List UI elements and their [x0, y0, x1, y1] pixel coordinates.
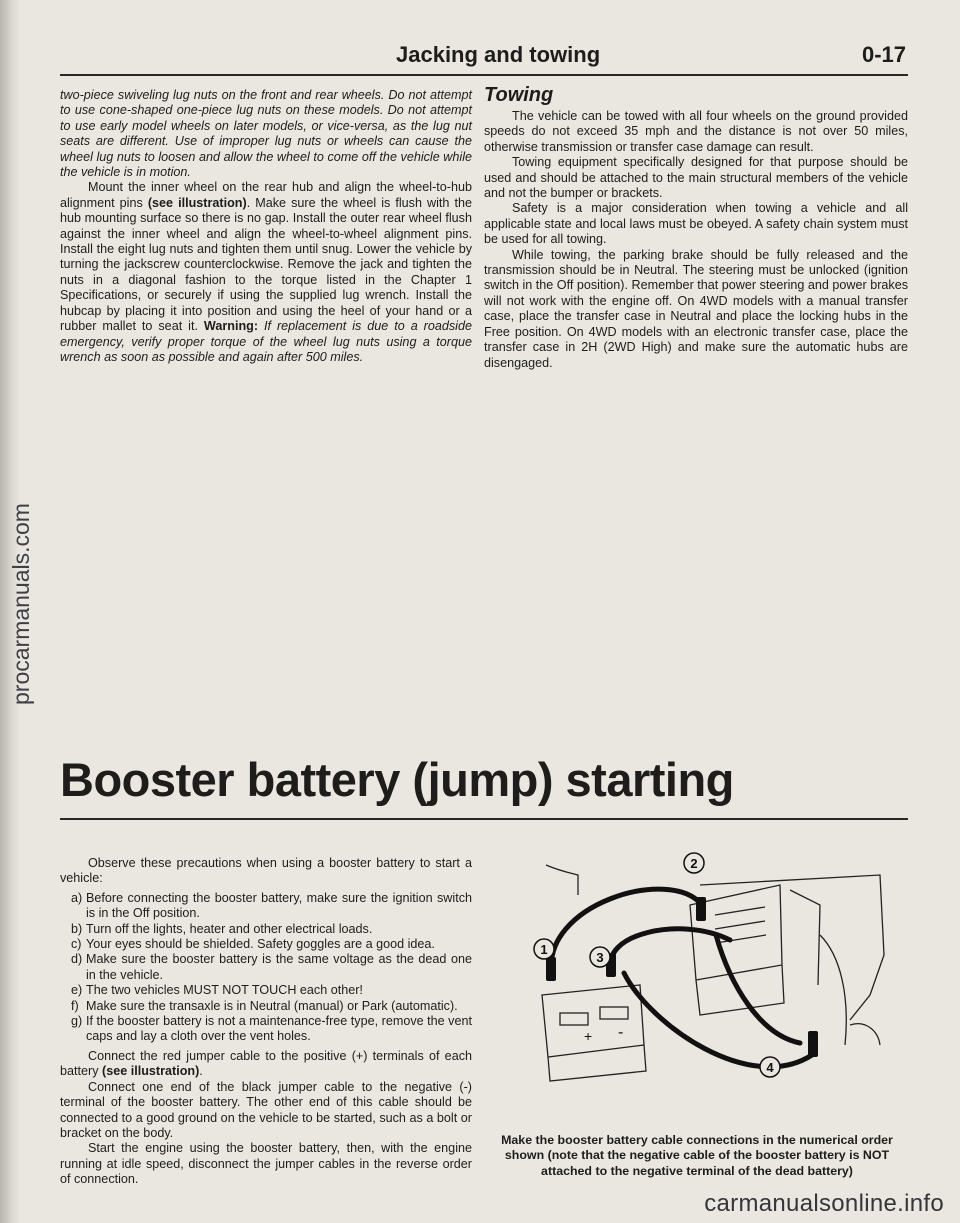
wheel-mount-paragraph: [60, 180, 472, 365]
list-text: Make sure the transaxle is in Neutral (manual) or Park (automatic).: [86, 998, 458, 1013]
callout-1: 1: [540, 942, 548, 957]
see-illustration-ref: (see illustration): [102, 1064, 200, 1079]
booster-cap: [600, 1007, 628, 1019]
booster-battery: [542, 985, 644, 1057]
list-marker: b): [71, 921, 83, 936]
list-item: [60, 1014, 472, 1045]
list-item: [60, 891, 472, 922]
see-illustration-ref: (see illustration): [147, 195, 247, 210]
list-item: [60, 922, 472, 937]
page-number: 0-17: [861, 42, 906, 67]
hand-outline: [850, 1024, 880, 1045]
header-rule: [60, 74, 908, 76]
towing-paragraph: Safety is a major consideration when towing a vehicle and all applicable state and local laws must be obeyed. A safety chain system must be used for all towing.: [484, 201, 908, 247]
callout-2: 2: [690, 856, 698, 871]
side-watermark-text: procarmanuals.com: [8, 503, 34, 705]
black-cable-a: [611, 929, 730, 970]
red-cable-b: [716, 935, 800, 1043]
list-item: [60, 952, 472, 983]
warning-text: If replacement is due to a roadside emergency, verify proper torque of the wheel lug nuts using a torque wrench as soon as possible and again after 500 miles.: [60, 319, 472, 364]
booster-heading: Booster battery (jump) starting: [60, 753, 734, 806]
list-text: Before connecting the booster battery, make sure the ignition switch is in the Off position.: [86, 890, 472, 921]
figure-caption: Make the booster battery cable connections in the numerical order shown (note that the negative cable of the booster battery is NOT attached to the negative terminal of the dead battery): [501, 1133, 893, 1178]
jump-start-illustration: [520, 845, 890, 1125]
hose-line: [820, 935, 846, 1045]
page-header: [60, 42, 908, 76]
booster-intro: Observe these precautions when using a booster battery to start a vehicle:: [60, 856, 472, 886]
section-title: Jacking and towing: [396, 42, 601, 67]
connect-red-paragraph: [60, 1049, 472, 1080]
list-text: The two vehicles MUST NOT TOUCH each other!: [86, 983, 363, 998]
connect-black-paragraph: Connect one end of the black jumper cable to the negative (-) terminal of the booster battery. The other end of this cable should be connected to a good ground on the vehicle to be started, such as a bolt or bracket on the body.: [60, 1079, 472, 1140]
list-marker: c): [71, 937, 82, 952]
list-text: Your eyes should be shielded. Safety goggles are a good idea.: [86, 937, 435, 952]
list-item: [60, 937, 472, 952]
arrow-mark: [546, 865, 578, 895]
bracket-line: [790, 890, 820, 985]
callout-4: 4: [766, 1060, 774, 1075]
towing-heading: Towing: [484, 84, 554, 106]
heading-rule: [60, 818, 908, 820]
footer-watermark: carmanualsonline.info: [704, 1190, 944, 1217]
text-run: . Make sure the wheel is flush with the hub mounting surface so there is no gap. Install the outer rear wheel flush against the inner wheel and align the wheel-to-wheel alignment pins. Install the eight lug nuts and tighten them until snug. Lower the vehicle by turning the jackscrew counterclockwise. Remove the jack and tighten the nuts in a diagonal fashion to the torque listed in the Chapter 1 Specifications, or securely if using the supplied lug wrench. Install the hubcap by placing it into position and using the heel of your hand or a rubber mallet to seat it.: [60, 195, 472, 334]
list-marker: d): [71, 952, 83, 967]
list-text: Turn off the lights, heater and other electrical loads.: [86, 921, 373, 936]
text-run: Mount the inner wheel on the rear hub and align the wheel-to-hub alignment pins: [60, 180, 472, 210]
list-item: [60, 983, 472, 998]
clamp: [546, 957, 556, 981]
minus-sign: -: [618, 1024, 624, 1041]
list-text: If the booster battery is not a maintenance-free type, remove the vent caps and lay a cloth over the vent holes.: [86, 1014, 472, 1044]
wheel-column: [60, 88, 472, 365]
list-item: [60, 999, 472, 1014]
plus-sign: +: [584, 1028, 593, 1044]
warning-label: Warning:: [203, 319, 259, 334]
list-text: Make sure the booster battery is the same voltage as the dead one in the vehicle.: [86, 952, 472, 982]
text-run: Connect the red jumper cable to the positive (+) terminals of each battery: [60, 1048, 472, 1079]
clamp: [696, 897, 706, 921]
towing-paragraph: While towing, the parking brake should be fully released and the transmission should be in Neutral. The steering must be unlocked (ignition switch in the Off position). Remember that power steering and power brakes will not work with the engine off. On 4WD models with a manual transfer case, place the transfer case in Neutral and place the locking hubs in the Free position. On 4WD models with an electronic transfer case, place the transfer case in 2H (2WD High) and make sure the automatic hubs are disengaged.: [484, 247, 908, 370]
towing-column: [484, 109, 908, 371]
list-marker: f): [71, 998, 79, 1013]
clamp: [808, 1031, 818, 1057]
towing-paragraph: Towing equipment specifically designed for that purpose should be used and should be attached to the main structural members of the vehicle and not the bumper or brackets.: [484, 155, 908, 201]
red-cable: [551, 889, 702, 975]
booster-column: [60, 856, 472, 1188]
booster-cap: [560, 1013, 588, 1025]
towing-paragraph: The vehicle can be towed with all four wheels on the ground provided speeds do not exceed 35 mph and the distance is not over 50 miles, otherwise transmission or transfer case damage can result.: [484, 109, 908, 154]
jump-start-drawing: [520, 845, 890, 1125]
callout-3: 3: [596, 950, 604, 965]
list-marker: g): [71, 1014, 83, 1029]
list-marker: e): [71, 983, 83, 998]
list-marker: a): [71, 890, 83, 905]
start-engine-paragraph: Start the engine using the booster battery, then, with the engine running at idle speed, disconnect the jumper cables in the reverse order of connection.: [60, 1141, 472, 1187]
precaution-list: [60, 891, 472, 1045]
warning-continuation: two-piece swiveling lug nuts on the front and rear wheels. Do not attempt to use cone-shaped one-piece lug nuts on these models. Do not attempt to use early model wheels on later models, or vice-versa, as the lug nut seats are different. Use of improper lug nuts or wheels can cause the wheel lug nuts to loosen and allow the wheel to come off the vehicle while the vehicle is in motion.: [60, 88, 472, 180]
text-run: .: [199, 1064, 203, 1079]
